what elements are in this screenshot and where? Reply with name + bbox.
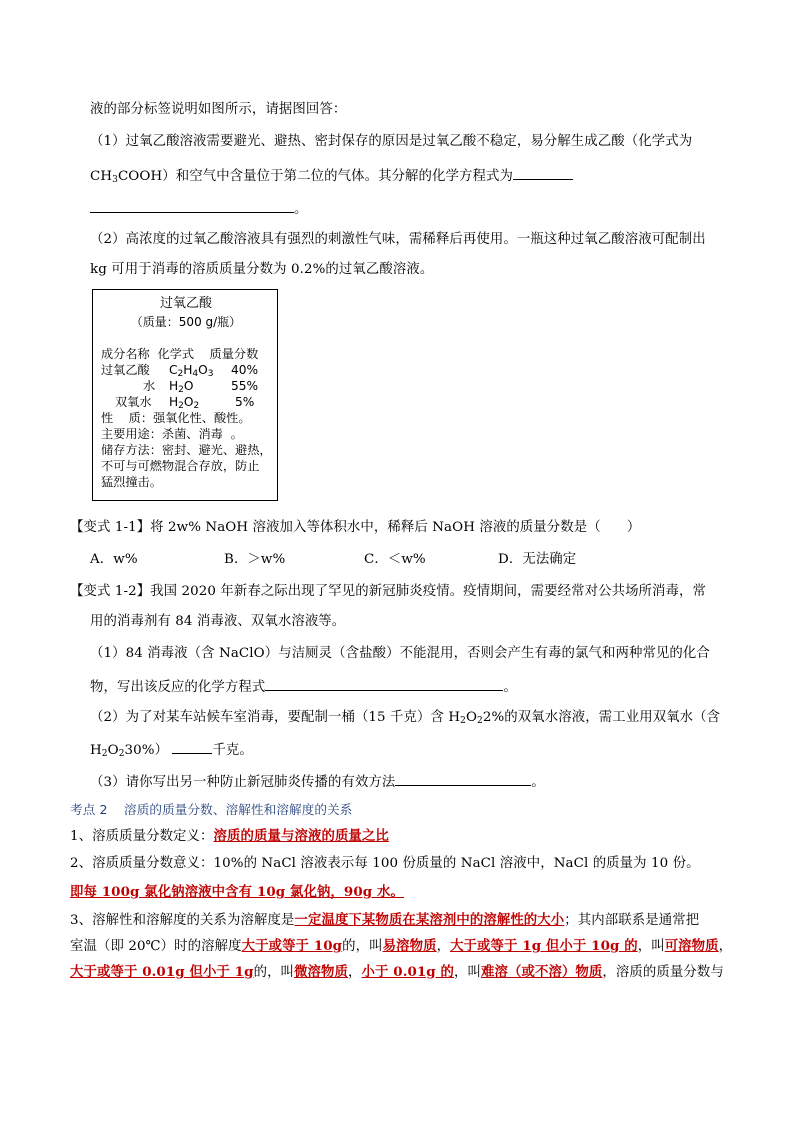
variant-1-2-stem-2: 用的消毒剂有 84 消毒液、双氧水溶液等。	[90, 614, 346, 629]
label-row-formula: $H_2O$	[169, 379, 194, 395]
label-row-percent: 5%	[235, 395, 255, 409]
label-row-formula: $H_2O_2$	[169, 395, 200, 411]
label-storage-1: 储存方法：密封、避光、避热，	[101, 443, 272, 457]
option-b: B．＞w%	[224, 552, 286, 567]
mass-answer-blank[interactable]	[172, 740, 212, 754]
equation-answer-blank[interactable]	[265, 677, 503, 691]
variant-1-2-q2-line-1: （2）为了对某车站候车室消毒，要配制一桶（15 千克）含 $H_2O_22\%$的双氧水溶液，需工业用双氧水（含	[90, 710, 721, 726]
label-row-name: 过氧乙酸	[101, 363, 150, 377]
method-answer-blank[interactable]	[395, 772, 531, 786]
intro-line: 液的部分标签说明如图所示，请据图回答：	[90, 102, 347, 117]
label-row-formula: $C_2H_4O_3$	[169, 363, 214, 379]
q1-answer-blank-1[interactable]	[513, 166, 573, 180]
q1-line-2-text: COOH）和空气中含量位于第二位的气体。其分解的化学方程式为	[117, 169, 513, 184]
q1-formula-sub: 3	[112, 175, 118, 185]
label-table-header: 成分名称 化学式 质量分数	[101, 347, 259, 361]
label-property: 性 质：强氧化性、酸性。	[101, 411, 251, 425]
section-heading-kaodian-2: 考点 2 溶质的质量分数、溶解性和溶解度的关系	[70, 802, 353, 817]
option-d: D．无法确定	[498, 552, 577, 567]
label-storage-2: 不可与可燃物混合存放，防止	[101, 459, 260, 473]
q2-line-2: kg 可用于消毒的溶质质量分数为 0.2%的过氧乙酸溶液。	[90, 262, 434, 277]
variant-1-2-stem-1: 【变式 1-2】我国 2020 年新春之际出现了罕见的新冠肺炎疫情。疫情期间，需要经常对公共场所消毒，常	[70, 584, 707, 599]
label-storage-3: 猛烈撞击。	[101, 475, 162, 489]
variant-1-1-stem: 【变式 1-1】将 2w% NaOH 溶液加入等体积水中，稀释后 NaOH 溶液的质量分数是（ ）	[70, 520, 641, 535]
point-3-line-1: 3、溶解性和溶解度的关系为溶解度是一定温度下某物质在某溶剂中的溶解性的大小；其内部联系是通常把	[70, 912, 700, 928]
label-usage: 主要用途：杀菌、消毒 。	[101, 427, 243, 441]
q1-line-2	[90, 166, 573, 187]
label-row-percent: 55%	[231, 379, 259, 393]
point-1: 1、溶质质量分数定义：溶质的质量与溶液的质量之比	[70, 828, 389, 844]
variant-1-2-q1-line-2: 物，写出该反应的化学方程式 。	[90, 677, 517, 698]
q1-line-1: （1）过氧乙酸溶液需要避光、避热、密封保存的原因是过氧乙酸不稳定，易分解生成乙酸（化学式为	[90, 134, 693, 149]
option-a: A．w%	[90, 552, 138, 567]
variant-1-2-q2-line-2: $H_2O_230\%$） 千克。	[90, 740, 253, 761]
label-mass: （质量：500 g/瓶）	[130, 315, 242, 329]
point-2-highlight: 即每 100g 氯化钠溶液中含有 10g 氯化钠，90g 水。	[70, 884, 404, 900]
q2-line-1: （2）高浓度的过氧乙酸溶液具有强烈的刺激性气味，需稀释后再使用。一瓶这种过氧乙酸溶液可配制出	[90, 232, 706, 247]
label-title: 过氧乙酸	[159, 296, 212, 311]
point-3-line-3: 大于或等于 0.01g 但小于 1g的，叫微溶物质，小于 0.01g 的，叫难溶（或不溶）物质，溶质的质量分数与	[70, 964, 724, 980]
highlight-answer: 溶质的质量与溶液的质量之比	[213, 828, 389, 844]
product-label-box	[92, 289, 278, 501]
point-2: 2、溶质质量分数意义：10%的 NaCl 溶液表示每 100 份质量的 NaCl 溶液中，NaCl 的质量为 10 份。	[70, 856, 700, 871]
option-c: C．＜w%	[364, 552, 426, 567]
variant-1-2-q1-line-1: （1）84 消毒液（含 NaClO）与洁厕灵（含盐酸）不能混用，否则会产生有毒的氯气和两种常见的化合	[90, 646, 710, 661]
label-row-percent: 40%	[231, 363, 259, 377]
q1-line-3-end: 。	[294, 202, 308, 217]
label-row-name: 双氧水	[115, 395, 152, 409]
label-row-name: 水	[143, 379, 156, 393]
q1-answer-blank-2[interactable]	[90, 199, 294, 213]
q1-line-3	[90, 199, 308, 220]
point-3-line-2: 室温（即 20℃）时的溶解度大于或等于 10g的，叫易溶物质，大于或等于 1g 但小于 10g 的，叫可溶物质，	[70, 938, 733, 954]
variant-1-2-q3: （3）请你写出另一种防止新冠肺炎传播的有效方法 。	[90, 772, 545, 793]
q1-formula-ch: CH	[90, 169, 113, 184]
